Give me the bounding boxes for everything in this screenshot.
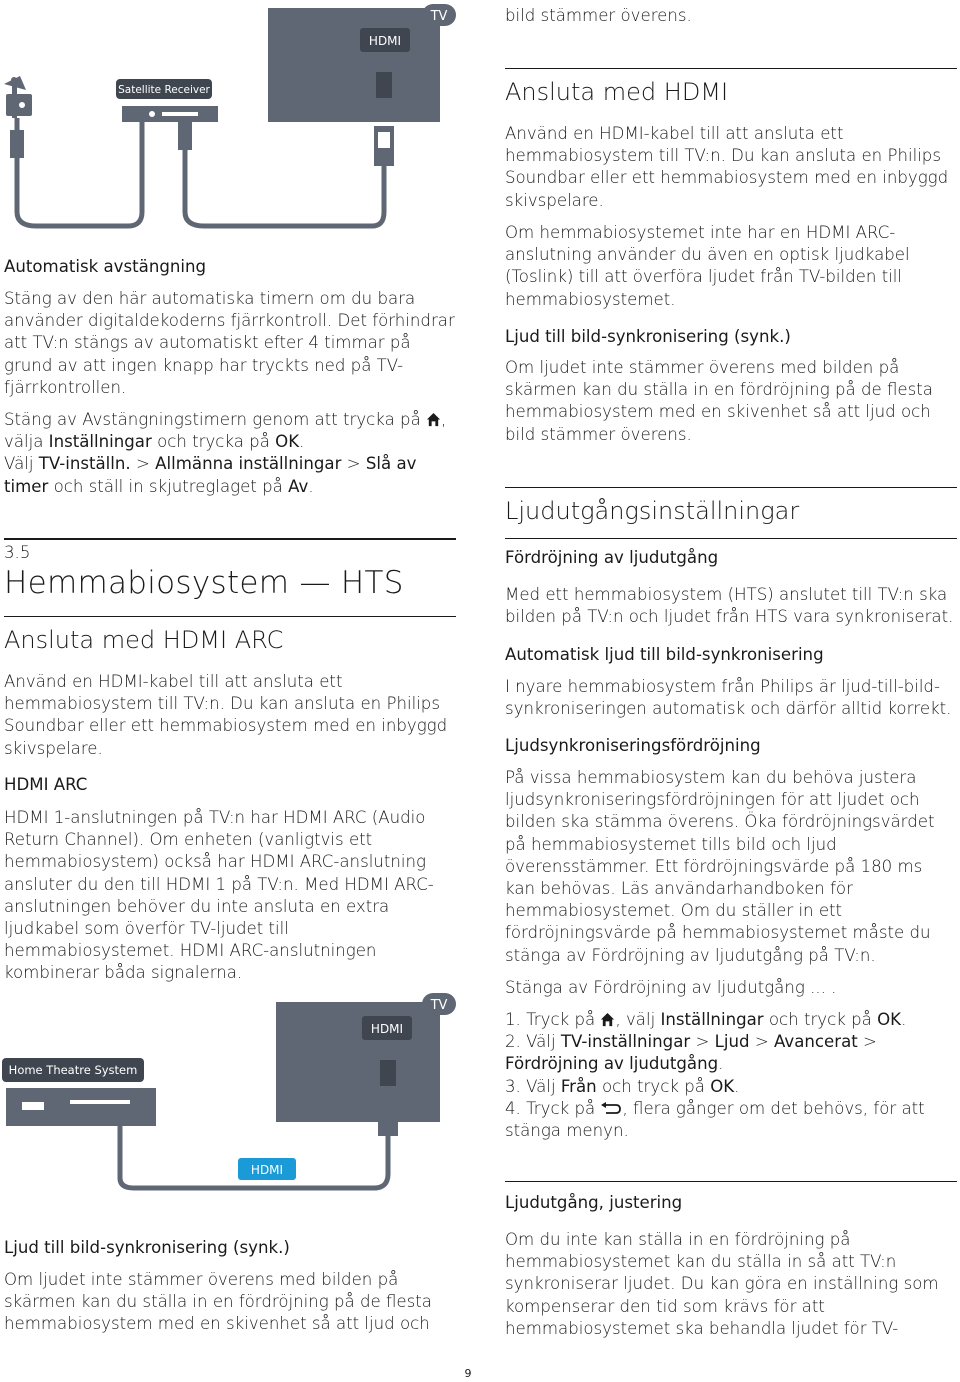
home-icon <box>426 412 441 427</box>
back-icon <box>600 1102 622 1116</box>
home-icon <box>600 1012 615 1027</box>
hdmi-sync-subheading: Ljud till bild-synkronisering (synk.) <box>505 327 791 346</box>
hdmi-arc-subheading: HDMI ARC <box>4 775 88 794</box>
output-steps: 1. Tryck på , välj Inställningar och tryck på OK. 2. Välj TV-inställningar > Ljud > Avancerat > Fördröjning av ljudutgång. 3. Välj Från och tryck på OK. 4. Tryck på , flera gånger om det behövs, för att stänga menyn. <box>505 1010 925 1141</box>
auto-off-paragraph-1: Stäng av den här automatiska timern om du bara använder digitaldekoderns fjärrkontroll. Det förhindrar att TV:n stängs av automatiskt efter 4 timmar på grund av att ingen knapp har tryckts ned på TV-fjärrkontrollen. <box>4 289 455 397</box>
heading-divider <box>4 616 456 617</box>
sync-paragraph: Om ljudet inte stämmer överens med bilden på skärmen kan du ställa in en fördröjning på de flesta hemmabiosystem med en skivenhet så att ljud och <box>4 1270 432 1334</box>
hdmi-label: HDMI <box>368 34 402 48</box>
section-title: Hemmabiosystem — HTS <box>4 565 404 601</box>
output-heading: Ljudutgångsinställningar <box>505 497 800 525</box>
output-paragraph-3: På vissa hemmabiosystem kan du behöva justera ljudsynkroniseringsfördröjningen för att ljudet och bilden ska stämma överens. Öka fördröjningsvärdet på hemmabiosystemet tills bild och ljud överensstämmer. Ett fördröjningsvärde på 180 ms kan behövas. Läs användarhandboken för hemmabiosystemet. Om du ställer in ett fördröjningsvärde på hemmabiosystemet måste du stänga av Fördröjning av ljudutgång på TV:n. <box>505 768 935 965</box>
tv-label: TV <box>430 9 448 24</box>
section-number: 3.5 <box>4 543 31 562</box>
diagram-satellite-receiver <box>0 0 460 236</box>
continued-text: bild stämmer överens. <box>505 6 692 25</box>
adjust-subheading: Ljudutgång, justering <box>505 1193 683 1212</box>
tv-body <box>268 14 440 122</box>
output-subheading-2: Automatisk ljud till bild-synkronisering <box>505 645 824 664</box>
auto-off-paragraph-2: Stäng av Avstängningstimern genom att trycka på , välja Inställningar och trycka på OK. Välj TV-inställn. > Allmänna inställningar > Slå av timer och ställ in skjutreglaget på Av. <box>4 410 447 496</box>
auto-off-title: Automatisk avstängning <box>4 257 207 276</box>
satellite-dish-icon <box>4 76 32 118</box>
page-number: 9 <box>464 1367 472 1380</box>
hdmi-paragraph-1: Använd en HDMI-kabel till att ansluta ett hemmabiosystem till TV:n. Du kan ansluta en Philips Soundbar eller ett hemmabiosystem med en inbyggd skivspelare. <box>505 124 949 210</box>
heading-divider <box>505 68 957 69</box>
output-paragraph-1: Med ett hemmabiosystem (HTS) anslutet till TV:n ska bilden på TV:n och ljudet från HTS vara synkroniserat. <box>505 585 954 627</box>
output-paragraph-2: I nyare hemmabiosystem från Philips är ljud-till-bild-synkroniseringen automatisk och därför alltid korrekt. <box>505 677 952 719</box>
hdmi-arc-heading: Ansluta med HDMI ARC <box>4 626 284 654</box>
output-subheading-3: Ljudsynkroniseringsfördröjning <box>505 736 761 755</box>
hdmi-heading: Ansluta med HDMI <box>505 78 729 106</box>
hdmi-arc-paragraph-1: Använd en HDMI-kabel till att ansluta ett hemmabiosystem till TV:n. Du kan ansluta en Philips Soundbar eller ett hemmabiosystem med en inbyggd skivspelare. <box>4 672 448 758</box>
tv-label: TV <box>430 998 448 1013</box>
section-divider <box>4 538 456 540</box>
hdmi-cable-label: HDMI <box>250 1163 284 1177</box>
tv-body <box>276 1002 440 1122</box>
hdmi-label: HDMI <box>370 1022 404 1036</box>
hdmi-paragraph-2: Om hemmabiosystemet inte har en HDMI ARC-anslutning använder du även en optisk ljudkabel (Toslink) till att överföra ljudet från TV-bilden till hemmabiosystemet. <box>505 223 910 309</box>
diagram-home-theatre-system <box>0 992 460 1192</box>
hts-label: Home Theatre System <box>8 1063 138 1077</box>
heading-divider <box>505 487 957 488</box>
hdmi-arc-paragraph-2: HDMI 1-anslutningen på TV:n har HDMI ARC (Audio Return Channel). Om enheten (vanligtvis ett hemmabiosystem) också har HDMI ARC-anslutning ansluter du den till HDMI 1 på TV:n. Med HDMI ARC-anslutningen behöver du inte ansluta en extra ljudkabel som överför TV-ljudet till hemmabiosystemet. HDMI ARC-anslutningen kombinerar båda signalerna. <box>4 808 434 983</box>
output-subheading-1: Fördröjning av ljudutgång <box>505 548 719 567</box>
receiver-label: Satellite Receiver <box>118 84 210 96</box>
sync-title: Ljud till bild-synkronisering (synk.) <box>4 1238 290 1257</box>
heading-divider <box>505 1181 957 1182</box>
adjust-paragraph: Om du inte kan ställa in en fördröjning på hemmabiosystemet kan du ställa in så att TV:n synkroniserar ljudet. Du kan göra en inställning som kompenserar den tid som krävs för att hemmabiosystemet ska behandla ljudet för TV- <box>505 1230 939 1338</box>
heading-divider <box>505 538 957 539</box>
hdmi-paragraph-3: Om ljudet inte stämmer överens med bilden på skärmen kan du ställa in en fördröjning på de flesta hemmabiosystem med en skivenhet så att ljud och bild stämmer överens. <box>505 358 933 444</box>
output-paragraph-4: Stänga av Fördröjning av ljudutgång ... . <box>505 978 837 997</box>
